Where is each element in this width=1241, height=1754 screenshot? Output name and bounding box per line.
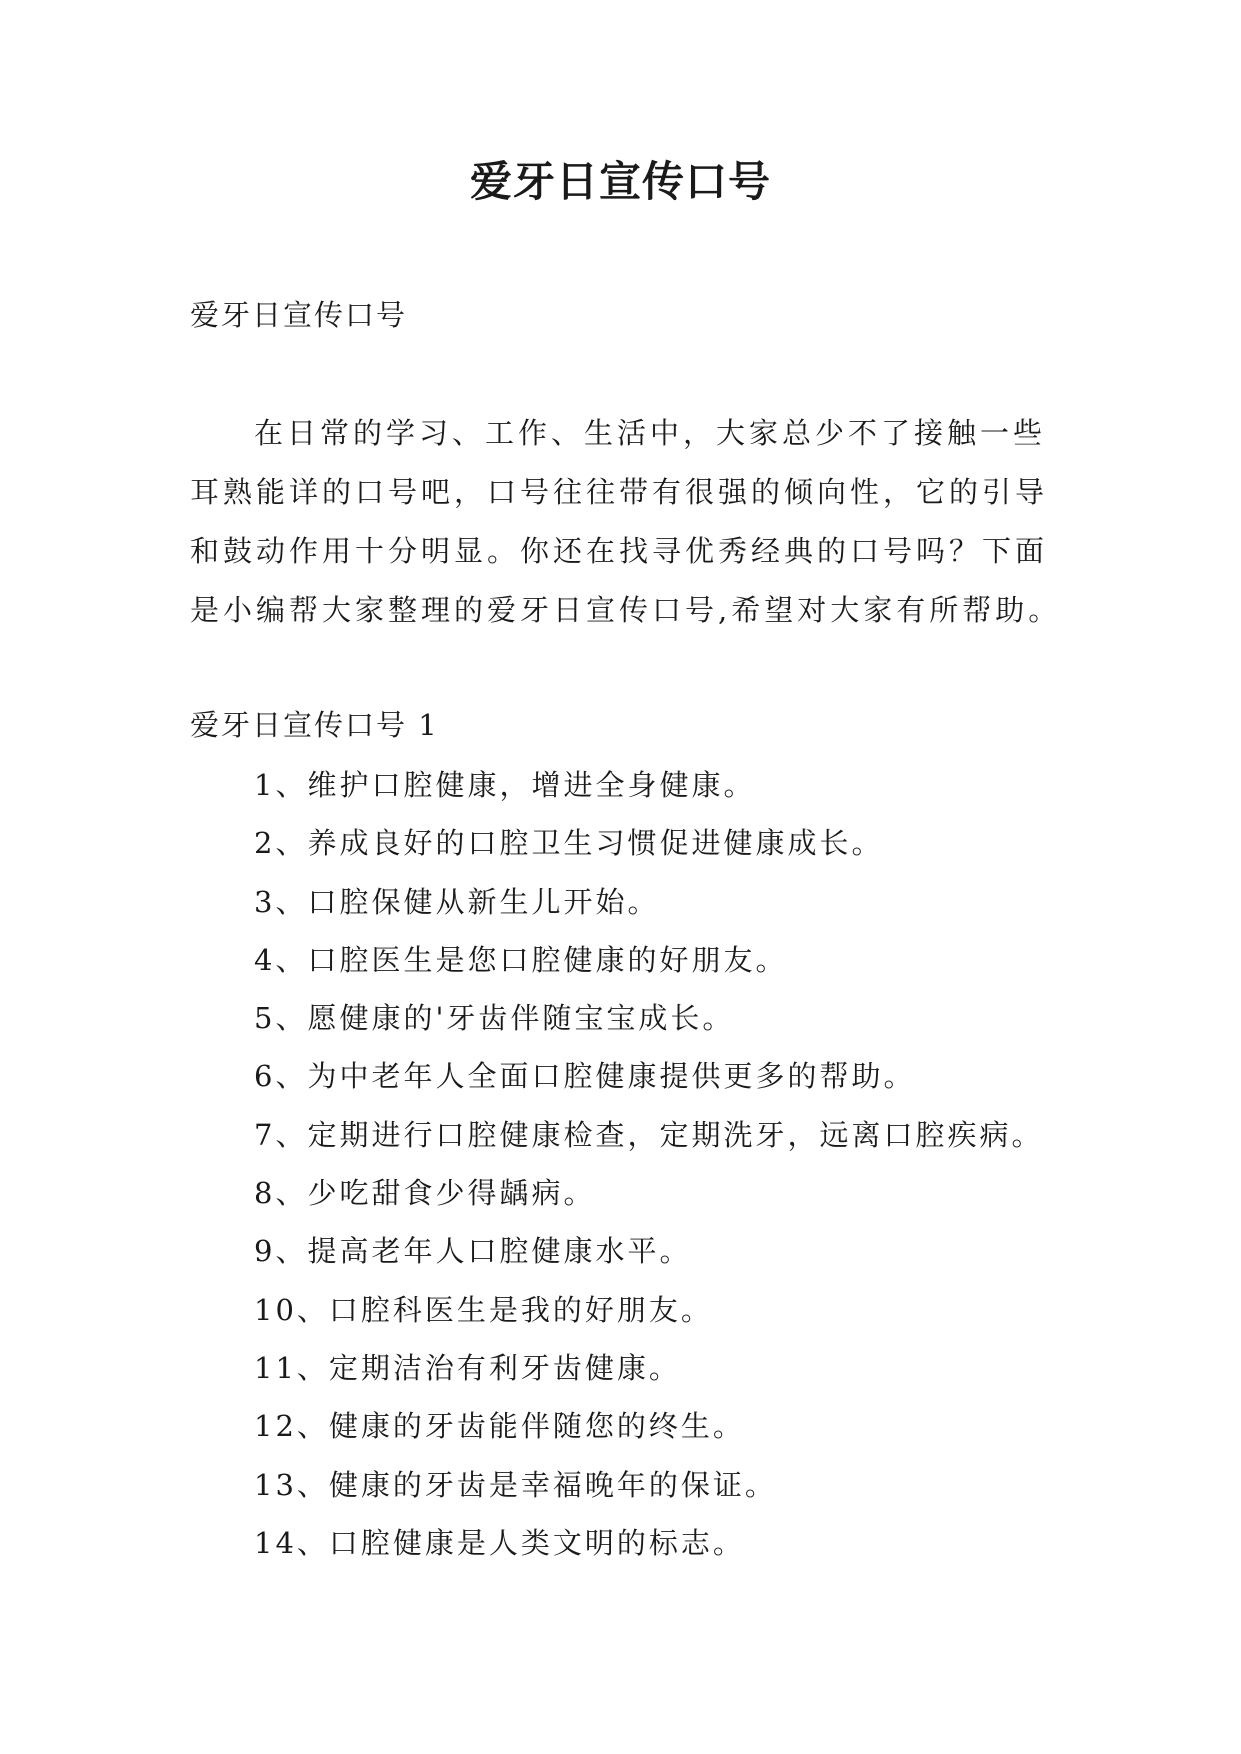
slogan-item: 9、提高老年人口腔健康水平。 <box>254 1234 692 1269</box>
slogan-item: 14、口腔健康是人类文明的标志。 <box>254 1525 745 1560</box>
slogan-item: 3、口腔保健从新生儿开始。 <box>254 884 660 919</box>
slogan-item: 12、健康的牙齿能伴随您的终生。 <box>254 1409 745 1444</box>
intro-paragraph: 在日常的学习、工作、生活中，大家总少不了接触一些耳熟能详的口号吧，口号往往带有很强的倾向性，它的引导和鼓动作用十分明显。你还在找寻优秀经典的口号吗？下面是小编帮大家整理的爱牙日宣传口号,希望对大家有所帮助。 <box>190 416 1062 627</box>
slogan-item: 4、口腔医生是您口腔健康的好朋友。 <box>254 942 788 977</box>
slogan-item: 10、口腔科医生是我的好朋友。 <box>254 1292 713 1327</box>
section-heading: 爱牙日宣传口号 1 <box>190 708 439 742</box>
slogan-item: 6、为中老年人全面口腔健康提供更多的帮助。 <box>254 1059 916 1094</box>
slogan-item: 13、健康的牙齿是幸福晚年的保证。 <box>254 1467 777 1502</box>
document-title: 爱牙日宣传口号 <box>469 157 771 206</box>
slogan-item: 8、少吃甜食少得龋病。 <box>254 1176 596 1211</box>
slogan-item: 2、养成良好的口腔卫生习惯促进健康成长。 <box>254 826 884 861</box>
slogan-list <box>254 756 1043 1572</box>
slogan-item: 1、维护口腔健康，增进全身健康。 <box>254 768 756 802</box>
slogan-item: 7、定期进行口腔健康检查，定期洗牙，远离口腔疾病。 <box>254 1117 1044 1152</box>
slogan-item: 11、定期洁治有利牙齿健康。 <box>254 1350 681 1385</box>
slogan-item: 5、愿健康的'牙齿伴随宝宝成长。 <box>254 1001 735 1036</box>
document-subtitle: 爱牙日宣传口号 <box>190 298 408 332</box>
